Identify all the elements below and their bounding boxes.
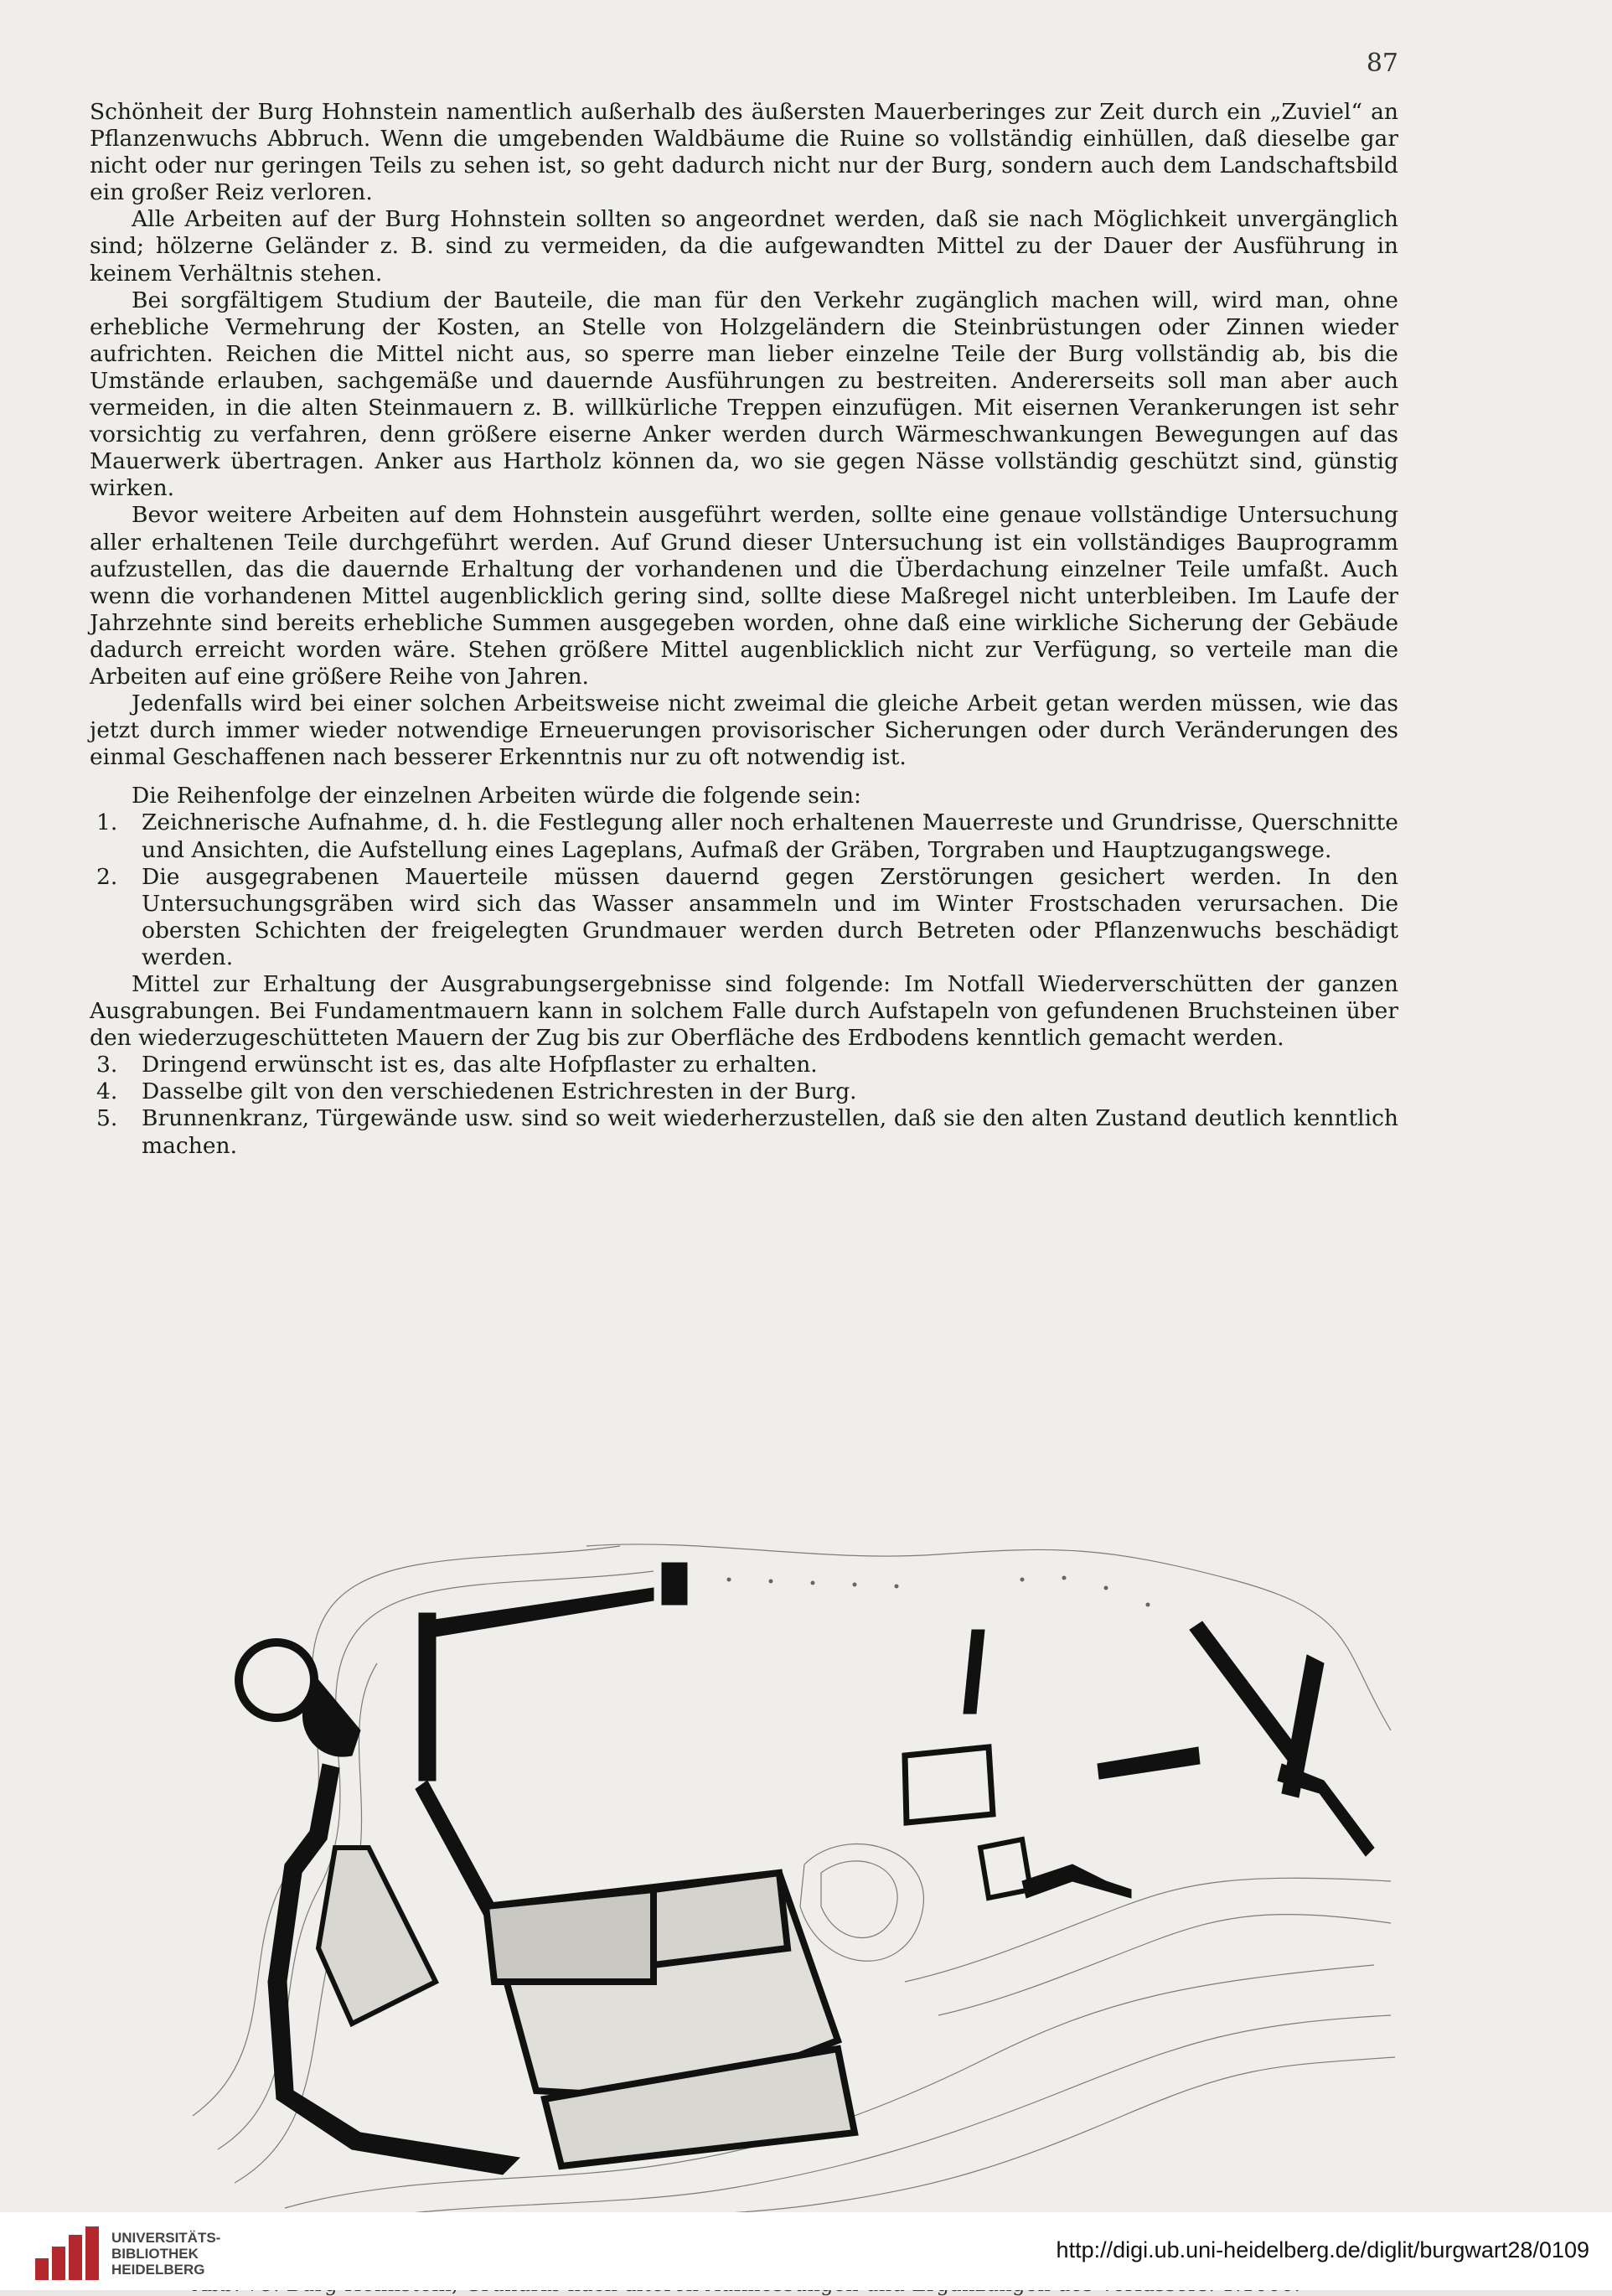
paragraph: Alle Arbeiten auf der Burg Hohnstein sollten so angeordnet werden, daß sie nach Möglichkeit unvergänglich sind; hölzerne Geländer z. B. sind zu vermeiden, da die aufgewandten Mittel zu der Dauer der Ausführung in keinem Verhältnis stehen. <box>90 206 1398 287</box>
library-name <box>111 2230 220 2278</box>
paragraph: Schönheit der Burg Hohnstein namentlich außerhalb des äußersten Mauerberinges zur Zeit durch ein „Zuviel“ an Pflanzenwuchs Abbruch. Wenn die umgebenden Waldbäume die Ruine so vollständig einhüllen, daß dieselbe gar nicht oder nur geringen Teils zu sehen ist, so geht dadurch nicht nur der Burg, sondern auch dem Landschaftsbild ein großer Reiz verloren. <box>90 99 1398 206</box>
library-name-line: HEIDELBERG <box>111 2262 205 2278</box>
list-text: Die ausgegrabenen Mauerteile müssen dauernd gegen Zerstörungen gesichert werden. In den Untersuchungsgräben wird sich das Wasser ansammeln und im Winter Frostschaden verursachen. Die obersten Schichten der freigelegten Grundmauer werden durch Betreten oder Pflanzenwuchs beschädigt werden. <box>142 863 1398 970</box>
round-tower <box>239 1642 314 1718</box>
list-text: Dasselbe gilt von den verschiedenen Estrichresten in der Burg. <box>142 1078 857 1105</box>
list-number: 1. <box>96 809 118 836</box>
list-text: Zeichnerische Aufnahme, d. h. die Festlegung aller noch erhaltenen Mauerreste und Grundrisse, Querschnitte und Ansichten, die Aufstellung eines Lageplans, Aufmaß der Gräben, Torgraben und Hauptzugangswege. <box>142 809 1398 863</box>
list-item <box>90 809 1398 863</box>
paragraph: Bevor weitere Arbeiten auf dem Hohnstein ausgeführt werden, sollte eine genaue vollständige Untersuchung aller erhaltenen Teile durchgeführt werden. Auf Grund dieser Untersuchung ist ein vollständiges Bauprogramm aufzustellen, das die dauernde Erhaltung der vorhandenen und die Überdachung einzelner Teile umfaßt. Auch wenn die vorhandenen Mittel augenblicklich gering sind, sollte diese Maßregel nicht unterbleiben. Im Laufe der Jahrzehnte sind bereits erhebliche Summen ausgegeben worden, ohne daß eine wirkliche Sicherung der Gebäude dadurch erreicht worden wäre. Stehen größere Mittel augenblicklich nicht zur Verfügung, so verteile man die Arbeiten auf eine größere Reihe von Jahren. <box>90 502 1398 690</box>
dotted-wall-course <box>727 1576 1150 1607</box>
page-number: 87 <box>1366 49 1398 78</box>
paragraph: Die Reihenfolge der einzelnen Arbeiten würde die folgende sein: <box>132 783 861 809</box>
list-item <box>90 1052 1398 1078</box>
castle-ground-plan-drawing <box>184 1513 1399 2225</box>
library-name-line: UNIVERSITÄTS- <box>111 2230 221 2246</box>
university-library-logo-icon <box>34 2225 101 2282</box>
paragraph: Jedenfalls wird bei einer solchen Arbeitsweise nicht zweimal die gleiche Arbeit getan werden müssen, wie das jetzt durch immer wieder notwendige Erneuerungen provisorischer Sicherungen oder durch Veränderungen des einmal Geschaffenen nach besserer Erkenntnis nur zu oft notwendig ist. <box>90 690 1398 771</box>
list-number: 5. <box>96 1105 118 1132</box>
work-list-b <box>90 1052 1398 1159</box>
list-number: 4. <box>96 1078 118 1105</box>
list-text: Dringend erwünscht ist es, das alte Hofpflaster zu erhalten. <box>142 1052 818 1078</box>
list-text: Brunnenkranz, Türgewände usw. sind so weit wiederherzustellen, daß sie den alten Zustand deutlich kenntlich machen. <box>142 1105 1398 1159</box>
work-list-a <box>90 809 1398 971</box>
library-name-line: BIBLIOTHEK <box>111 2246 199 2262</box>
list-item <box>90 1105 1398 1159</box>
list-item <box>90 1078 1398 1105</box>
list-number: 2. <box>96 863 118 890</box>
paragraph: Mittel zur Erhaltung der Ausgrabungsergebnisse sind folgende: Im Notfall Wiederverschütten der ganzen Ausgrabungen. Bei Fundamentmauern kann in solchem Falle durch Aufstapeln von gefundenen Bruchsteinen über den wiederzugeschütteten Mauern der Zug bis zur Oberfläche des Erdbodens kenntlich gemacht werden. <box>90 971 1398 1052</box>
paragraph: Bei sorgfältigem Studium der Bauteile, die man für den Verkehr zugänglich machen will, wird man, ohne erhebliche Vermehrung der Kosten, an Stelle von Holzgeländern die Steinbrüstungen oder Zinnen wieder aufrichten. Reichen die Mittel nicht aus, so sperre man lieber einzelne Teile der Burg vollständig ab, bis die Umstände erlauben, sachgemäße und dauernde Ausführungen zu bestreiten. Andererseits soll man aber auch vermeiden, in die alten Steinmauern z. B. willkürliche Treppen einzufügen. Mit eisernen Verankerungen ist sehr vorsichtig zu verfahren, denn größere eiserne Anker werden durch Wärmeschwankungen Bewegungen auf das Mauerwerk übertragen. Anker aus Hartholz können da, wo sie gegen Nässe vollständig geschützt sind, günstig wirken. <box>90 287 1398 502</box>
list-number: 3. <box>96 1052 118 1078</box>
castle-plan-figure <box>184 1513 1399 2225</box>
list-item <box>90 864 1398 971</box>
body-text <box>90 99 1398 1160</box>
digital-object-url[interactable]: http://digi.ub.uni-heidelberg.de/diglit/burgwart28/0109 <box>1056 2237 1589 2262</box>
